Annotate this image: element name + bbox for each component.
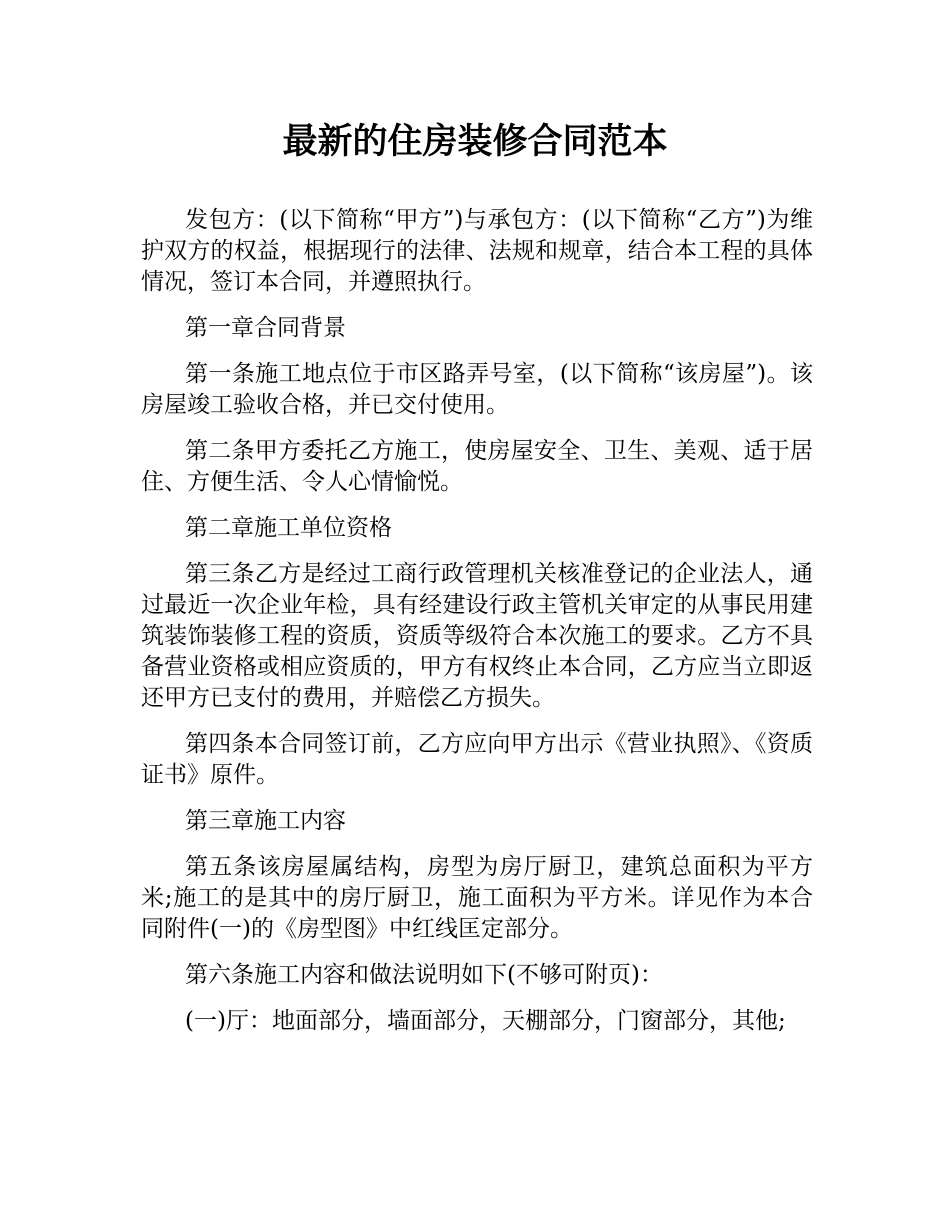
article-5: 第五条该房屋属结构，房型为房厅厨卫，建筑总面积为平方米;施工的是其中的房厅厨卫，施工面积为平方米。详见作为本合同附件(一)的《房型图》中红线匡定部分。 xyxy=(141,854,813,942)
document-title: 最新的住房装修合同范本 xyxy=(282,122,668,162)
article-3: 第三条乙方是经过工商行政管理机关核准登记的企业法人，通过最近一次企业年检，具有经建设行政主管机关审定的从事民用建筑装饰装修工程的资质，资质等级符合本次施工的要求。乙方不具备营业资格或相应资质的，甲方有权终止本合同，乙方应当立即返还甲方已支付的费用，并赔偿乙方损失。 xyxy=(141,561,813,711)
paragraph-preamble: 发包方：(以下简称“甲方”)与承包方：(以下简称“乙方”)为维护双方的权益，根据现行的法律、法规和规章，结合本工程的具体情况，签订本合同，并遵照执行。 xyxy=(141,207,813,295)
chapter-heading-2: 第二章施工单位资格 xyxy=(185,515,392,541)
article-6-item-1: (一)厅：地面部分，墙面部分，天棚部分，门窗部分，其他; xyxy=(185,1008,786,1034)
chapter-heading-3: 第三章施工内容 xyxy=(185,808,346,834)
document-body xyxy=(141,205,813,1052)
article-2: 第二条甲方委托乙方施工，使房屋安全、卫生、美观、适于居住、方便生活、令人心情愉悦。 xyxy=(141,438,813,495)
article-6: 第六条施工内容和做法说明如下(不够可附页)： xyxy=(185,962,663,988)
chapter-heading-1: 第一章合同背景 xyxy=(185,315,346,341)
article-4: 第四条本合同签订前，乙方应向甲方出示《营业执照》、《资质证书》原件。 xyxy=(141,731,813,788)
article-1: 第一条施工地点位于市区路弄号室，(以下简称“该房屋”)。该房屋竣工验收合格，并已交付使用。 xyxy=(141,361,813,418)
